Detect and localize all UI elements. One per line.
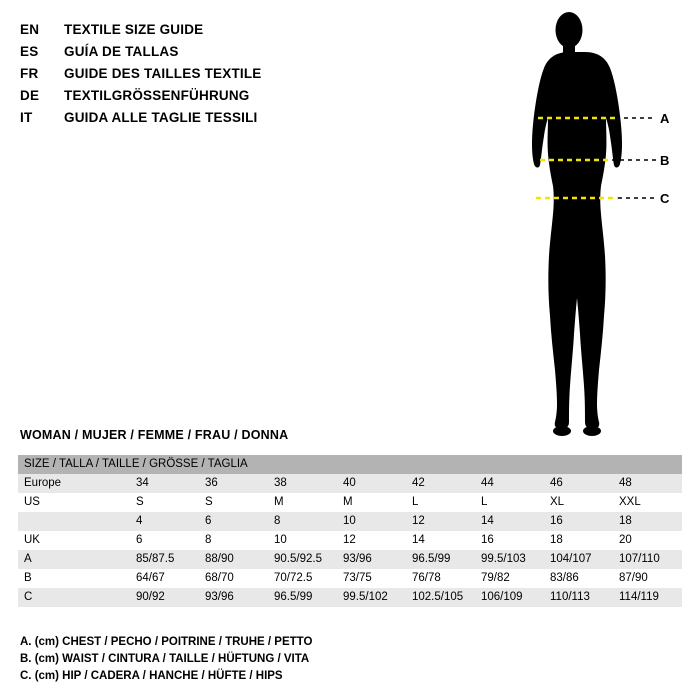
row-value: 114/119 bbox=[613, 588, 682, 607]
row-value: XL bbox=[544, 493, 613, 512]
row-value: S bbox=[199, 493, 268, 512]
table-row bbox=[18, 531, 682, 550]
row-value: 10 bbox=[337, 512, 406, 531]
row-value: 42 bbox=[406, 474, 475, 493]
table-row bbox=[18, 512, 682, 531]
row-value: 46 bbox=[544, 474, 613, 493]
row-value: 16 bbox=[544, 512, 613, 531]
silhouette-shape bbox=[532, 12, 622, 436]
row-value: 107/110 bbox=[613, 550, 682, 569]
row-value: 38 bbox=[268, 474, 337, 493]
row-value: 12 bbox=[337, 531, 406, 550]
row-value: 14 bbox=[475, 512, 544, 531]
row-value: 93/96 bbox=[337, 550, 406, 569]
row-value: 34 bbox=[130, 474, 199, 493]
row-value: 99.5/103 bbox=[475, 550, 544, 569]
row-label: C bbox=[18, 588, 130, 607]
row-value: L bbox=[406, 493, 475, 512]
row-value: 106/109 bbox=[475, 588, 544, 607]
table-row bbox=[18, 550, 682, 569]
title-row bbox=[20, 66, 500, 86]
row-value: 6 bbox=[130, 531, 199, 550]
row-value: 48 bbox=[613, 474, 682, 493]
row-label bbox=[18, 512, 130, 531]
row-value: 83/86 bbox=[544, 569, 613, 588]
row-value: 16 bbox=[475, 531, 544, 550]
row-value: 70/72.5 bbox=[268, 569, 337, 588]
row-value: 8 bbox=[199, 531, 268, 550]
title-row bbox=[20, 22, 500, 42]
row-value: S bbox=[130, 493, 199, 512]
row-value: 12 bbox=[406, 512, 475, 531]
language-code: EN bbox=[20, 22, 40, 37]
table-row bbox=[18, 474, 682, 493]
language-code: FR bbox=[20, 66, 39, 81]
table-row bbox=[18, 588, 682, 607]
row-label: Europe bbox=[18, 474, 130, 493]
row-value: 110/113 bbox=[544, 588, 613, 607]
measurement-legend bbox=[20, 634, 312, 685]
language-title: GUIDE DES TAILLES TEXTILE bbox=[64, 66, 262, 81]
title-row bbox=[20, 110, 500, 130]
measure-label-a: A bbox=[660, 111, 670, 126]
table-header-label: SIZE / TALLA / TAILLE / GRÖSSE / TAGLIA bbox=[18, 455, 682, 474]
row-value: XXL bbox=[613, 493, 682, 512]
row-value: 76/78 bbox=[406, 569, 475, 588]
row-value: 79/82 bbox=[475, 569, 544, 588]
language-title: GUÍA DE TALLAS bbox=[64, 44, 179, 59]
row-value: 14 bbox=[406, 531, 475, 550]
row-value: M bbox=[337, 493, 406, 512]
row-value: 18 bbox=[613, 512, 682, 531]
table-row bbox=[18, 493, 682, 512]
row-value: 36 bbox=[199, 474, 268, 493]
legend-line-a: A. (cm) CHEST / PECHO / POITRINE / TRUHE / PETTO bbox=[20, 636, 313, 648]
row-label: B bbox=[18, 569, 130, 588]
row-value: 87/90 bbox=[613, 569, 682, 588]
row-value: 18 bbox=[544, 531, 613, 550]
row-value: 40 bbox=[337, 474, 406, 493]
row-value: L bbox=[475, 493, 544, 512]
row-value: 4 bbox=[130, 512, 199, 531]
measure-label-b: B bbox=[660, 153, 670, 168]
title-row bbox=[20, 44, 500, 64]
row-value: 6 bbox=[199, 512, 268, 531]
row-value: M bbox=[268, 493, 337, 512]
row-value: 99.5/102 bbox=[337, 588, 406, 607]
row-value: 93/96 bbox=[199, 588, 268, 607]
row-value: 90.5/92.5 bbox=[268, 550, 337, 569]
legend-line-c: C. (cm) HIP / CADERA / HANCHE / HÜFTE / HIPS bbox=[20, 670, 283, 682]
row-value: 96.5/99 bbox=[268, 588, 337, 607]
legend-line-b: B. (cm) WAIST / CINTURA / TAILLE / HÜFTUNG / VITA bbox=[20, 653, 310, 665]
language-code: DE bbox=[20, 88, 40, 103]
table-row bbox=[18, 569, 682, 588]
row-label: UK bbox=[18, 531, 130, 550]
row-value: 102.5/105 bbox=[406, 588, 475, 607]
row-label: US bbox=[18, 493, 130, 512]
row-value: 73/75 bbox=[337, 569, 406, 588]
language-title: TEXTILGRÖSSENFÜHRUNG bbox=[64, 88, 250, 103]
language-code: IT bbox=[20, 110, 33, 125]
section-heading: WOMAN / MUJER / FEMME / FRAU / DONNA bbox=[20, 428, 289, 442]
measure-label-c: C bbox=[660, 191, 670, 206]
language-title-block bbox=[20, 22, 500, 132]
language-title: TEXTILE SIZE GUIDE bbox=[64, 22, 204, 37]
row-value: 104/107 bbox=[544, 550, 613, 569]
language-title: GUIDA ALLE TAGLIE TESSILI bbox=[64, 110, 258, 125]
row-value: 85/87.5 bbox=[130, 550, 199, 569]
row-value: 68/70 bbox=[199, 569, 268, 588]
row-value: 88/90 bbox=[199, 550, 268, 569]
row-value: 64/67 bbox=[130, 569, 199, 588]
row-value: 90/92 bbox=[130, 588, 199, 607]
table-header-row bbox=[18, 455, 682, 474]
row-value: 10 bbox=[268, 531, 337, 550]
silhouette-svg bbox=[490, 8, 690, 438]
language-code: ES bbox=[20, 44, 39, 59]
title-row bbox=[20, 88, 500, 108]
row-value: 8 bbox=[268, 512, 337, 531]
row-value: 44 bbox=[475, 474, 544, 493]
female-silhouette-figure bbox=[490, 8, 690, 438]
row-value: 96.5/99 bbox=[406, 550, 475, 569]
row-label: A bbox=[18, 550, 130, 569]
row-value: 20 bbox=[613, 531, 682, 550]
size-table bbox=[18, 455, 682, 607]
